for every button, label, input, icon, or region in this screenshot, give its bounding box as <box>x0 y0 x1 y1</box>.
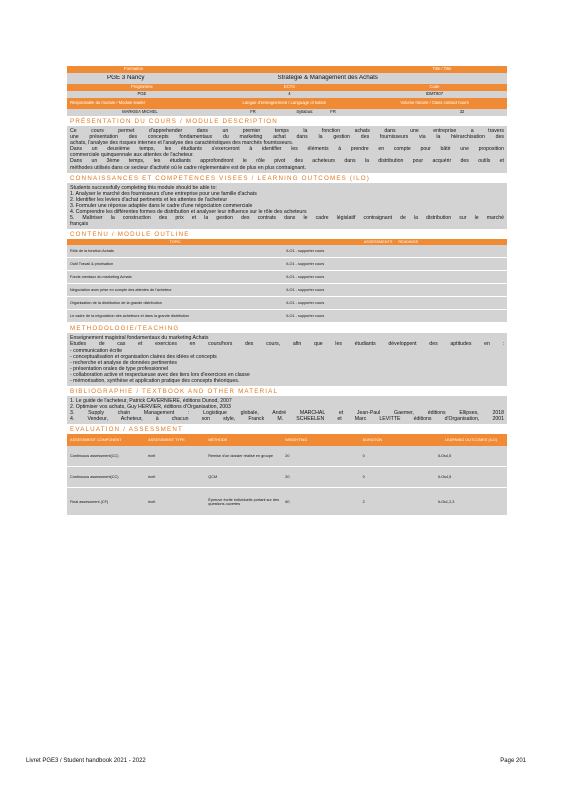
topic-cell: Rôle de la fonction Achats <box>67 245 283 258</box>
ilo-line: 1. Analyser le marché des fournisseurs d'une entreprise pour une famille d'achats <box>70 190 257 197</box>
method-line: - recherche et analyse de données pertinentes <box>70 359 177 366</box>
assess-cell: ILO1 - supporter cours <box>283 258 395 271</box>
type-cell: écrit <box>145 446 205 467</box>
ects-value: 4 <box>288 92 291 97</box>
presentation-title: PRÉSENTATION DU COURS / MODULE DESCRIPTION <box>70 118 278 125</box>
component-cell: Final assessment (CF) <box>67 488 145 516</box>
method-line: Études de cas et exercices en cours/hors des cours, afin que les étudiants développent des aptitudes en : <box>70 341 504 348</box>
programme-value: PGE <box>137 92 147 97</box>
langue-label: Langue d'enseignement / Language of tuition <box>242 101 327 106</box>
presentation-text <box>67 126 507 173</box>
table-row <box>67 284 507 297</box>
table-row <box>67 446 507 467</box>
topic-cell: Outil Travail & priorisation <box>67 258 283 271</box>
table-row <box>67 467 507 488</box>
outline-table <box>67 239 507 323</box>
col-readings: READINGS <box>398 240 419 245</box>
header-row-6 <box>67 109 507 116</box>
ilo-line: 4. Comprendre les différentes formes de distribution et analyser leur influence sur le rôle des acheteurs <box>70 209 307 216</box>
col-assessments: ASSESSMENTS <box>363 240 393 245</box>
method-text <box>67 333 507 386</box>
page-footer <box>26 758 526 764</box>
component-cell: Continuous assessment(CC) <box>67 467 145 488</box>
duration-cell: 2 <box>360 488 435 516</box>
col-weighting: WEIGHTING <box>285 438 308 443</box>
method-line: - collaboration active et respectueuse avec des tiers lors d'exercices en classe <box>70 371 250 378</box>
table-row <box>67 245 507 258</box>
presentation-line: Ce cours permet d'apprehender dans un premier temps la fonction achats dans une entreprise a travers <box>70 128 504 134</box>
langue-value: FR <box>250 110 256 115</box>
header-row-4 <box>67 91 507 98</box>
col-duration: DURATION <box>362 438 383 443</box>
biblio-line: 2. Optimiser vos achats, Guy HERVIER, éditions d'Organisation, 2003 <box>70 404 231 411</box>
weight-cell: 20 <box>282 467 359 488</box>
method-line: - présentation orales de type professionnel <box>70 365 169 372</box>
ects-label: ECTS <box>283 85 295 90</box>
col-method: MÉTHODE <box>208 438 228 443</box>
ilo-line: 2. Identifier les leviers d'achat pertinents et les attentes de l'acheteur <box>70 196 228 203</box>
volume-value: 32 <box>459 110 465 115</box>
volume-label: Volume horaire / Class contact hours <box>400 101 469 106</box>
topic-cell: Organisation de la distribution de la grande distribution <box>67 297 283 310</box>
ilo-line: français <box>70 221 89 228</box>
ilo-line: Students successfully completing this module should be able to: <box>70 184 217 191</box>
presentation-line: Dans un 3ème temps, les étudiants approfondiront le rôle pivot des acheteurs dans la distribution pour acquérir des outils et <box>70 158 504 165</box>
title-label: Title / Title <box>432 67 452 72</box>
method-line: Enseignement magistral fondamentaux du marketing Achats <box>70 335 209 342</box>
topic-cell: Le cadre de la négociation des acheteurs et dans la grande distribution <box>67 310 283 323</box>
weight-cell: 60 <box>282 488 359 516</box>
method-line: - mémorisation, synthèse et application pratique des concepts théoriques. <box>70 377 240 384</box>
weight-cell: 20 <box>282 446 359 467</box>
header-row-3 <box>67 84 507 91</box>
table-row <box>67 258 507 271</box>
ilo-line: 3. Formuler une réponse adaptée dans le cadre d'une négociation commerciale <box>70 202 253 209</box>
course-sheet <box>67 66 507 516</box>
presentation-line: Dans un deuxième temps, les étudiants s'exerceront à identifier les éléments à prendre en compte pour bâtir une proposition <box>70 146 504 153</box>
biblio-line: 4. Vendeur, Acheteur, à chacun son style, Franck M. SCHEELEN et Marc LEVITTE éditions d'Organisation, 2001 <box>70 416 504 423</box>
header-row-2 <box>67 73 507 84</box>
table-row <box>67 271 507 284</box>
ilo-cell: ILOs4,5 <box>435 446 507 467</box>
method-title: METHODOLOGIE/TEACHING <box>70 325 180 333</box>
method-cell: QCM <box>205 467 282 488</box>
syllabus-label: Syllabus: <box>296 110 314 115</box>
method-line: - conceptualisation et organisation claires des idées et concepts <box>70 353 217 360</box>
type-cell: écrit <box>145 488 205 516</box>
duration-cell: 0 <box>360 467 435 488</box>
topic-cell: Négociation avec prise en compte des attentes de l'acheteur <box>67 284 283 297</box>
type-cell: écrit <box>145 467 205 488</box>
footer-page-number: Page 201 <box>500 758 526 764</box>
ilo-text <box>67 183 507 230</box>
ilo-cell: ILOs4,5 <box>435 467 507 488</box>
formation-label: Formation <box>124 67 143 72</box>
topic-cell: Fonds mentaux du marketing Achats <box>67 271 283 284</box>
biblio-line: 1. Le guide de l'acheteur, Patrick CAVERNIERE, éditions Dunod, 2007 <box>70 398 232 405</box>
eval-header-row <box>67 434 507 446</box>
ilo-line: 5. Maîtriser la construction des prix et la gestion des contrats dans le cadre législatif contraignant de la distribution sur le marché <box>70 215 504 222</box>
assess-cell: ILO1 - supporter cours <box>283 297 395 310</box>
header-row-1 <box>67 66 507 73</box>
responsable-label: Responsable du module / Module leader <box>70 101 146 106</box>
col-component: ASSESSMENT COMPONENT <box>70 438 122 443</box>
responsable-value: MARKIEA MICHEL <box>122 110 158 115</box>
header-row-5 <box>67 98 507 109</box>
outline-title: CONTENU / MODULE OUTLINE <box>70 231 190 239</box>
assess-cell: ILO1 - supporter cours <box>283 271 395 284</box>
table-row <box>67 488 507 516</box>
presentation-line: méthodes utilisés dans ce secteur d'activité où le cadre réglementaire est de plus en plus contraignant. <box>70 164 307 171</box>
table-row <box>67 297 507 310</box>
table-row <box>67 310 507 323</box>
title-value: Stratégie & Management des Achats <box>277 75 378 82</box>
eval-table <box>67 434 507 516</box>
method-cell: Remise d'un dossier réalisé en groupe <box>205 446 282 467</box>
method-line: - communication écrite <box>70 347 123 354</box>
ilo-cell: ILOs1,2,3 <box>435 488 507 516</box>
biblio-title: BIBLIOGRAPHIE / TEXTBOOK AND OTHER MATERIAL <box>70 388 279 396</box>
footer-handbook: Livret PGE3 / Student handbook 2021 - 2022 <box>26 758 146 764</box>
code-label: Code <box>429 85 440 90</box>
eval-title: EVALUATION / ASSESSMENT <box>70 426 183 434</box>
ilo-title: CONNAISSANCES ET COMPETENCES VISEES / LEARNING OUTCOMES (ILO) <box>70 174 371 182</box>
presentation-line: une présentation des concepts fondamentaux du marketing achat dans la gestion des fournisseurs via la hiérarchisation des <box>70 134 504 141</box>
col-topic: TOPIC <box>169 240 181 245</box>
col-type: ASSESSMENT TYPE <box>148 438 185 443</box>
assess-cell: ILO1 - supporter cours <box>283 310 395 323</box>
duration-cell: 0 <box>360 446 435 467</box>
assess-cell: ILO1 - supporter cours <box>283 245 395 258</box>
biblio-line: 3. Supply chain Management : Logistique globale, André MARCHAL et Jean-Paul Gaemer, éditions Ellipses, 2018 <box>70 410 504 417</box>
component-cell: Continuous assessment(CC) <box>67 446 145 467</box>
programme-label: Programme <box>130 85 153 90</box>
method-cell: Épreuve écrite individuelle portant sur des questions ouvertes <box>205 488 282 516</box>
formation-value: PGE 3 Nancy <box>107 75 145 82</box>
assess-cell: ILO1 - supporter cours <box>283 284 395 297</box>
syllabus-value: FR <box>330 110 336 115</box>
code-value: IDMT807 <box>425 92 444 97</box>
presentation-line: achats, l'analyse des risques internes et l'analyse des caractéristiques des marchés fournisseurs. <box>70 140 294 147</box>
presentation-line: commerciale quinquennale aux attentes de l'acheteur. <box>70 152 194 159</box>
col-ilo: LEARNING OUTCOMES (ILO) <box>444 438 497 443</box>
biblio-text <box>67 396 507 424</box>
